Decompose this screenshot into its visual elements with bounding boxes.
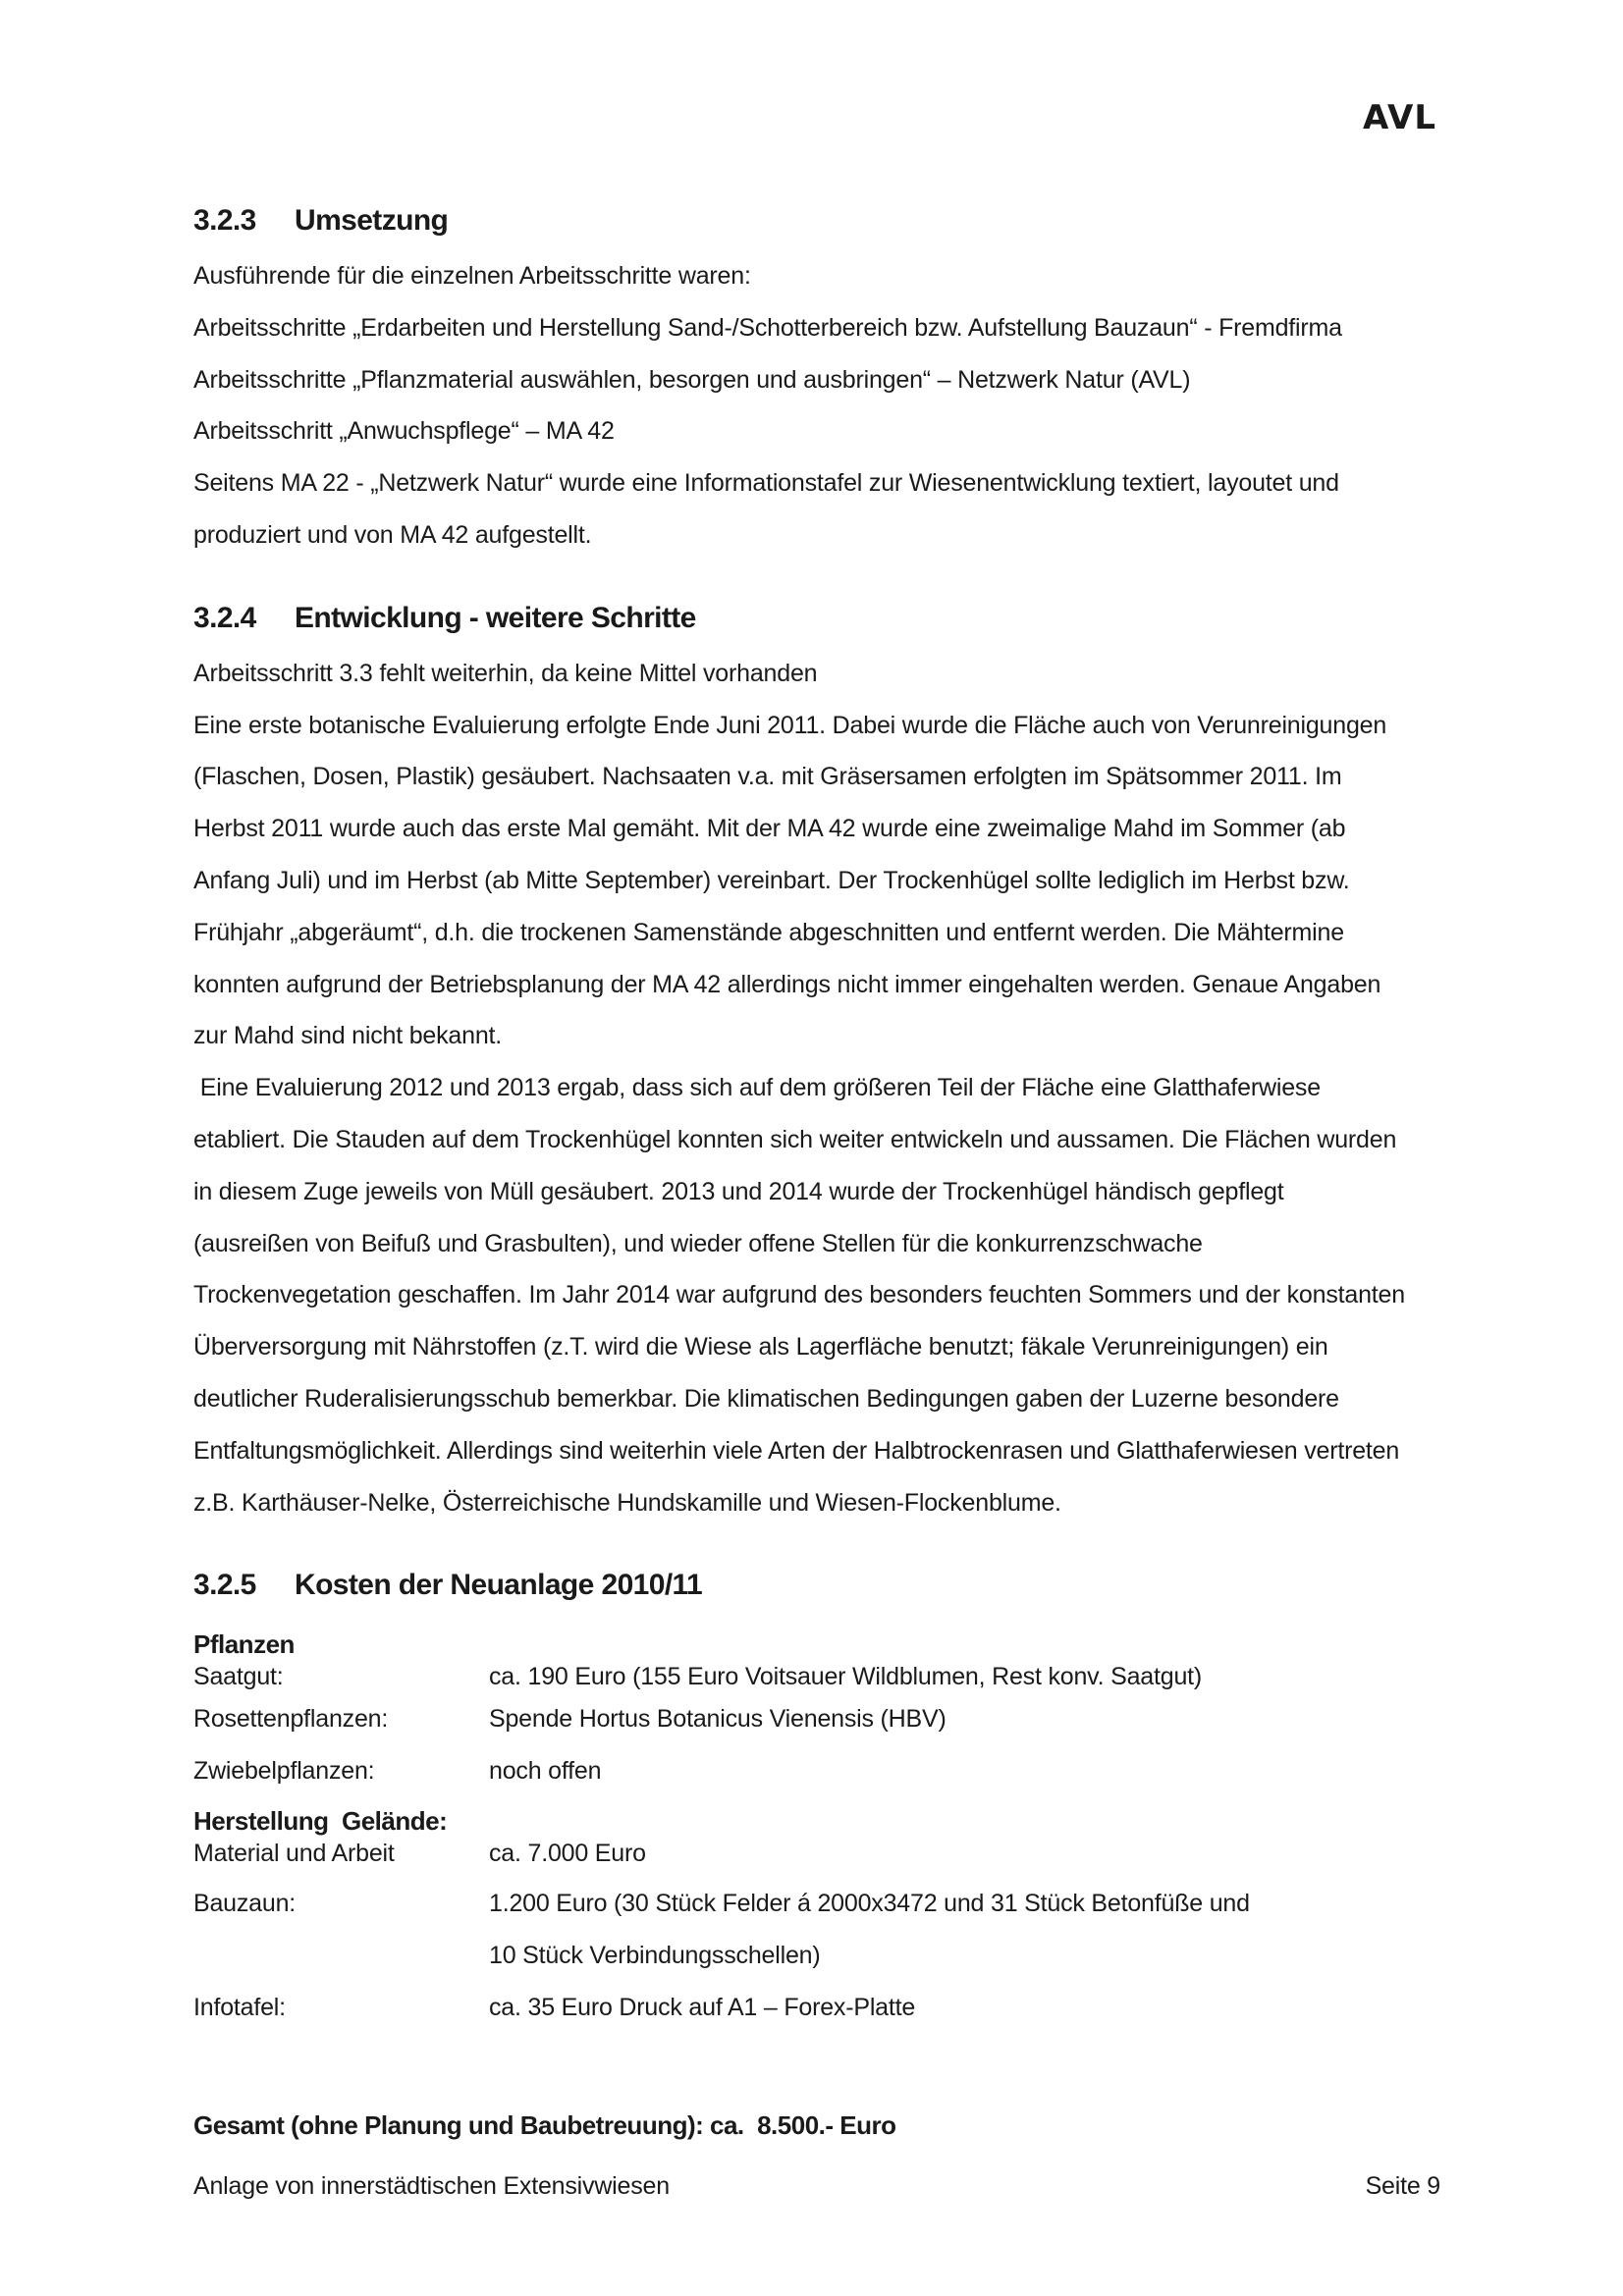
cost-row [193, 1878, 1440, 1930]
cost-value: ca. 190 Euro (155 Euro Voitsauer Wildblumen, Rest konv. Saatgut) [489, 1663, 1203, 1691]
section-number: 3.2.3 [193, 204, 256, 237]
avl-logo: AVL [1363, 98, 1436, 137]
costs-pflanzen [193, 1629, 1440, 1797]
paragraph-line: in diesem Zuge jeweils von Müll gesäubert. 2013 und 2014 wurde der Trockenhügel händisch gepflegt [193, 1177, 1284, 1205]
paragraph-line: (ausreißen von Beifuß und Grasbulten), und wieder offene Stellen für die konkurrenzschwache [193, 1229, 1203, 1257]
cost-label: Zwiebelpflanzen: [193, 1757, 375, 1786]
cost-label: Material und Arbeit [193, 1839, 395, 1867]
paragraph-line: Arbeitsschritte „Erdarbeiten und Herstellung Sand-/Schotterbereich bzw. Aufstellung Bauzaun“ - Fremdfirma [193, 313, 1342, 342]
cost-row [193, 1838, 1440, 1870]
paragraph-line: Arbeitsschritt 3.3 fehlt weiterhin, da keine Mittel vorhanden [193, 659, 818, 687]
paragraph-line: Eine erste botanische Evaluierung erfolgte Ende Juni 2011. Dabei wurde die Fläche auch von Verunreinigungen [193, 711, 1387, 739]
cost-label: Infotafel: [193, 1993, 286, 2021]
paragraph-line: Trockenvegetation geschaffen. Im Jahr 2014 war aufgrund des besonders feuchten Sommers und der konstanten [193, 1281, 1405, 1309]
page-footer [193, 2172, 1440, 2201]
paragraph-line: deutlicher Ruderalisierungsschub bemerkbar. Die klimatischen Bedingungen gaben der Luzerne besondere [193, 1384, 1339, 1413]
page-content [193, 191, 1440, 2033]
cost-label [193, 1930, 489, 1982]
cost-row [193, 1745, 1440, 1797]
paragraph-line: z.B. Karthäuser-Nelke, Österreichische Hundskamille und Wiesen-Flockenblume. [193, 1488, 1061, 1517]
section-title: Umsetzung [295, 204, 449, 237]
cost-total: Gesamt (ohne Planung und Baubetreuung): ca. 8.500.- Euro [193, 2110, 896, 2140]
footer-title: Anlage von innerstädtischen Extensivwiesen [193, 2172, 670, 2200]
cost-row [193, 1693, 1440, 1745]
costs-gelaende [193, 1805, 1440, 2033]
cost-row [193, 1930, 1440, 1982]
cost-value: ca. 35 Euro Druck auf A1 – Forex-Platte [489, 1993, 916, 2021]
subheading-pflanzen: Pflanzen [193, 1629, 295, 1660]
cost-row [193, 1982, 1440, 2034]
heading-3-2-3 [193, 191, 1440, 250]
cost-row [193, 1661, 1440, 1693]
section-title: Entwicklung - weitere Schritte [295, 601, 696, 634]
section-3-2-3-body [193, 250, 1440, 561]
heading-3-2-5 [193, 1556, 1440, 1615]
cost-label: Rosettenpflanzen: [193, 1705, 389, 1734]
cost-value: 1.200 Euro (30 Stück Felder á 2000x3472 und 31 Stück Betonfüße und [489, 1889, 1250, 1917]
subheading-gelaende: Herstellung Gelände: [193, 1805, 448, 1836]
paragraph-line: etabliert. Die Stauden auf dem Trockenhügel konnten sich weiter entwickeln und aussamen. Die Flächen wurden [193, 1125, 1397, 1153]
paragraph-line: Anfang Juli) und im Herbst (ab Mitte September) vereinbart. Der Trockenhügel sollte lediglich im Herbst bzw. [193, 866, 1350, 894]
paragraph-line: Seitens MA 22 - „Netzwerk Natur“ wurde eine Informationstafel zur Wiesenentwicklung textiert, layoutet und [193, 469, 1339, 498]
cost-value: ca. 7.000 Euro [489, 1839, 646, 1867]
paragraph-line: (Flaschen, Dosen, Plastik) gesäubert. Nachsaaten v.a. mit Gräsersamen erfolgten im Spätsommer 2011. Im [193, 763, 1342, 791]
section-3-2-4-body [193, 648, 1440, 1529]
section-number: 3.2.5 [193, 1569, 256, 1602]
section-number: 3.2.4 [193, 601, 256, 634]
paragraph-line: Frühjahr „abgeräumt“, d.h. die trockenen Samenstände abgeschnitten und entfernt werden. Die Mähtermine [193, 918, 1344, 946]
cost-value: noch offen [489, 1757, 602, 1786]
paragraph-line: konnten aufgrund der Betriebsplanung der MA 42 allerdings nicht immer eingehalten werden. Genaue Angaben [193, 970, 1381, 998]
paragraph-line: zur Mahd sind nicht bekannt. [193, 1022, 503, 1050]
paragraph-line: Überversorgung mit Nährstoffen (z.T. wird die Wiese als Lagerfläche benutzt; fäkale Verunreinigungen) ein [193, 1333, 1328, 1362]
paragraph-line: Eine Evaluierung 2012 und 2013 ergab, dass sich auf dem größeren Teil der Fläche eine Glatthaferwiese [193, 1074, 1321, 1102]
cost-label: Saatgut: [193, 1663, 284, 1691]
paragraph-line: Arbeitsschritt „Anwuchspflege“ – MA 42 [193, 417, 615, 446]
heading-3-2-4 [193, 589, 1440, 648]
paragraph-line: Ausführende für die einzelnen Arbeitsschritte waren: [193, 262, 751, 290]
cost-label: Bauzaun: [193, 1889, 297, 1917]
page-number: Seite 9 [1365, 2172, 1440, 2200]
section-title: Kosten der Neuanlage 2010/11 [295, 1569, 703, 1602]
cost-value: 10 Stück Verbindungsschellen) [489, 1941, 821, 1969]
paragraph-line: Arbeitsschritte „Pflanzmaterial auswählen, besorgen und ausbringen“ – Netzwerk Natur (AVL) [193, 365, 1191, 394]
paragraph-line: produziert und von MA 42 aufgestellt. [193, 520, 592, 549]
cost-value: Spende Hortus Botanicus Vienensis (HBV) [489, 1705, 947, 1734]
paragraph-line: Herbst 2011 wurde auch das erste Mal gemäht. Mit der MA 42 wurde eine zweimalige Mahd im Sommer (ab [193, 815, 1346, 843]
paragraph-line: Entfaltungsmöglichkeit. Allerdings sind weiterhin viele Arten der Halbtrockenrasen und Glatthaferwiesen vertreten [193, 1436, 1400, 1465]
